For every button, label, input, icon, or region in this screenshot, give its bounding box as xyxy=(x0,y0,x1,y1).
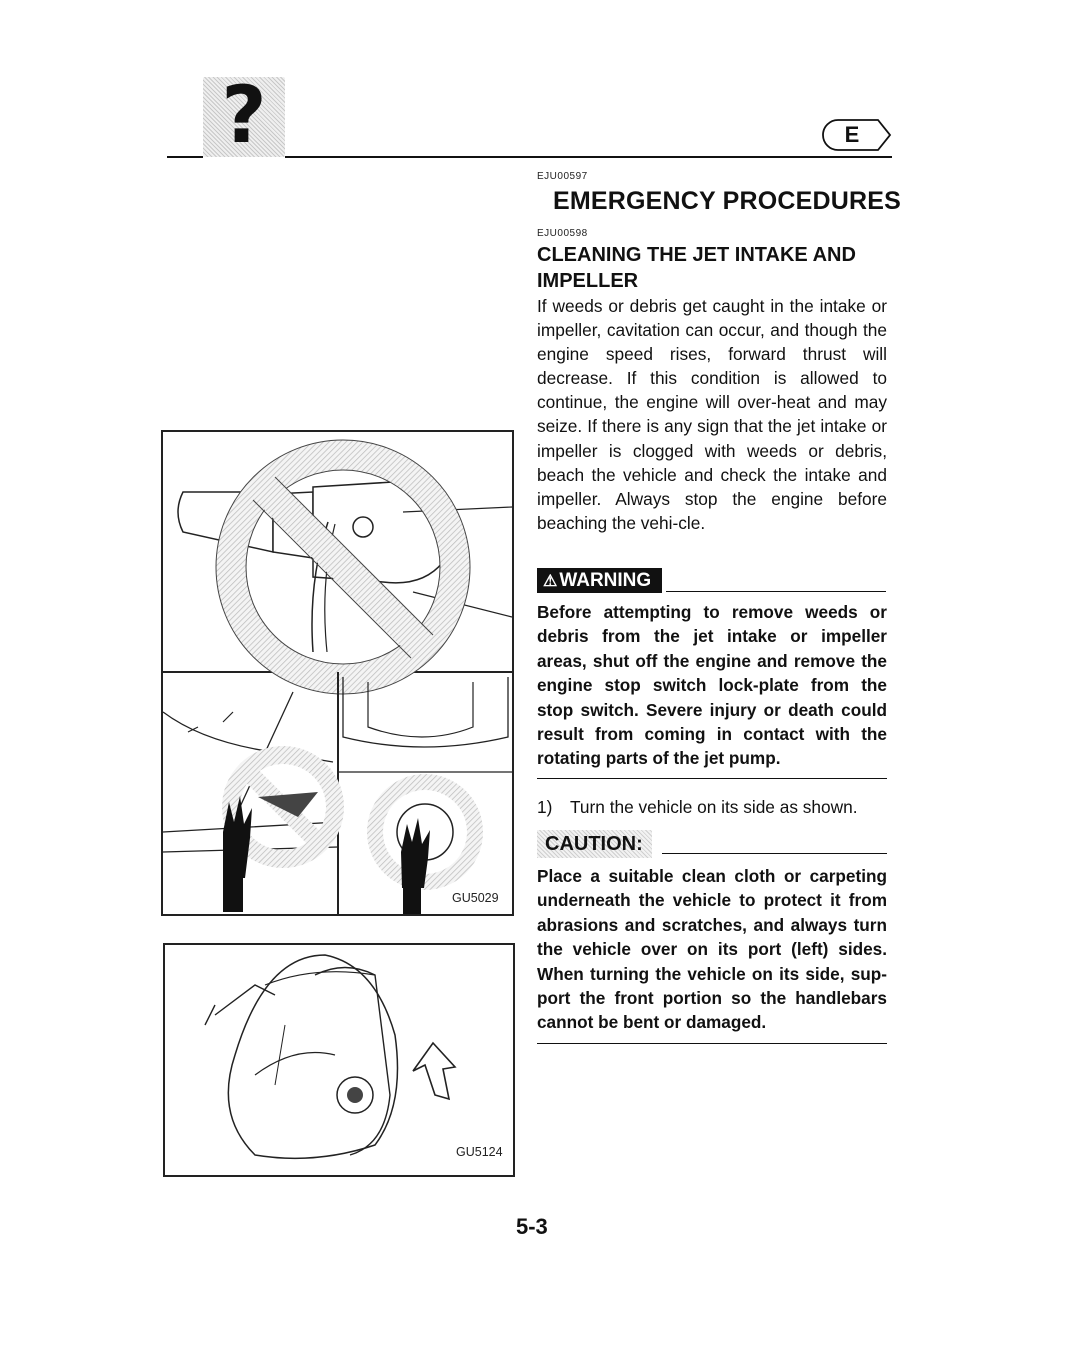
caution-rule xyxy=(662,853,887,854)
warning-text: Before attempting to remove weeds or debris from the jet intake or impeller areas, shut off the engine and remove the engine stop switch lock-plate from the stop switch. Severe injury or death could result from coming in contact with the rotating parts of the jet pump. xyxy=(537,602,887,769)
page-number: 5-3 xyxy=(516,1214,548,1239)
header-rule-left xyxy=(167,156,203,158)
figure-vehicle-on-side xyxy=(163,943,515,1177)
language-badge xyxy=(820,118,892,152)
figure-1-illustration xyxy=(163,432,512,914)
figure-2-code: GU5124 xyxy=(456,1145,503,1159)
subsection-code: EJU00598 xyxy=(537,228,588,239)
header-rule xyxy=(285,156,892,158)
caution-bottom-rule xyxy=(537,1043,887,1044)
warning-rule xyxy=(666,591,886,592)
caution-text: Place a suitable clean cloth or carpeting underneath the vehicle to protect it from abrasions and scratches, and always turn the vehicle over on its port (left) sides. When turning the vehicle on its side, sup-port the front portion so the handlebars cannot be bent or damaged. xyxy=(537,866,887,1033)
section-title: EMERGENCY PROCEDURES xyxy=(553,187,902,215)
section-code: EJU00597 xyxy=(537,171,588,182)
intro-paragraph: If weeds or debris get caught in the intake or impeller, cavitation can occur, and though the engine speed rises, forward thrust will decrease. If this condition is allowed to continue, the engine will over-heat and may seize. If there is any sign that the jet intake or impeller is clogged with weeds or debris, beach the vehicle and check the intake and impeller. Always stop the engine before beaching the vehi-cle. xyxy=(537,296,887,533)
warning-badge xyxy=(537,568,662,593)
language-badge-letter: E xyxy=(844,122,860,147)
figure-2-illustration xyxy=(165,945,513,1175)
step-item xyxy=(537,797,858,818)
step-number: 1) xyxy=(537,797,553,817)
figure-stop-switch-and-intake xyxy=(161,430,514,916)
step-text: Turn the vehicle on its side as shown. xyxy=(570,797,858,817)
figure-1-code: GU5029 xyxy=(452,891,499,905)
warning-triangle-icon: ⚠ xyxy=(543,573,558,590)
help-question-icon: ? xyxy=(203,77,285,157)
warning-label: WARNING xyxy=(559,570,652,591)
caution-badge: CAUTION: xyxy=(537,830,652,858)
subsection-title: CLEANING THE JET INTAKE AND IMPELLER xyxy=(537,244,856,292)
warning-bottom-rule xyxy=(537,778,887,779)
